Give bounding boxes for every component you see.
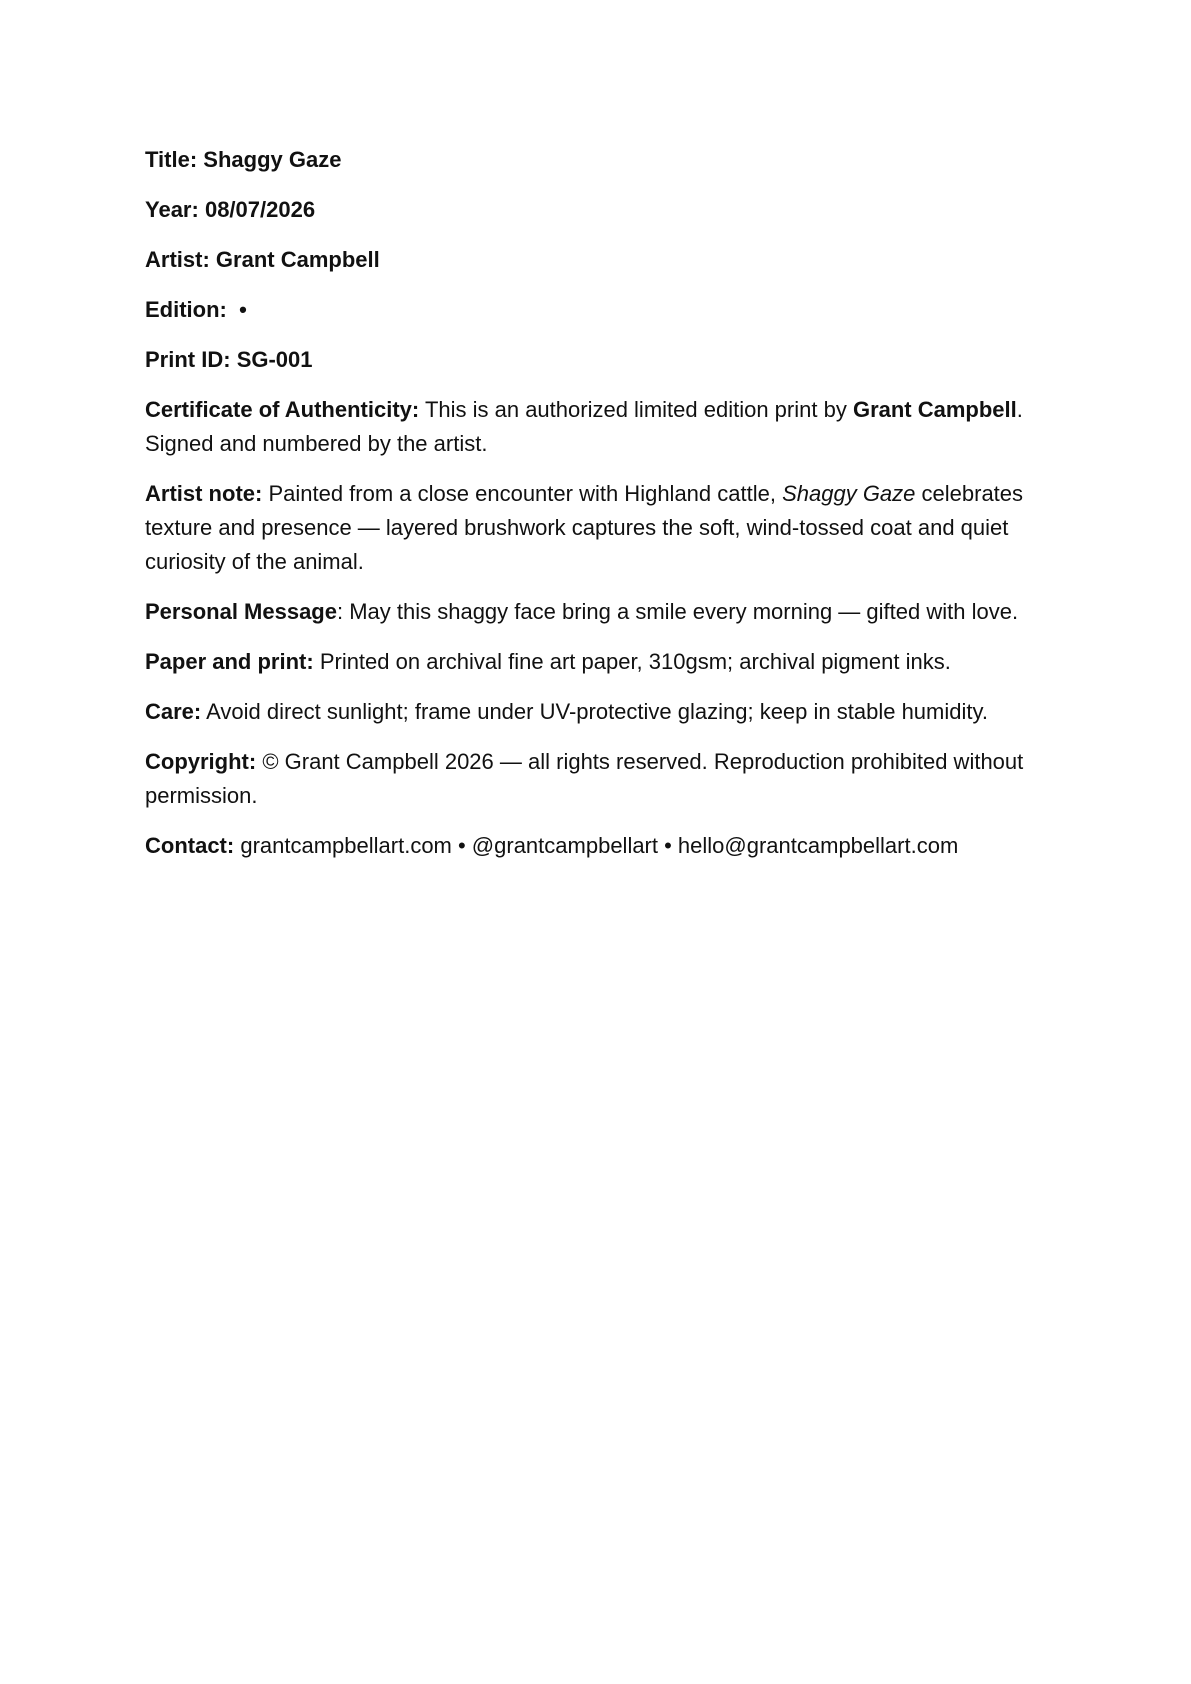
contact-label: Contact:: [145, 833, 235, 858]
paper-and-print-paragraph: [145, 645, 1065, 679]
title-label: Title:: [145, 147, 198, 172]
artist-label: Artist:: [145, 247, 210, 272]
artist-note-label: Artist note:: [145, 481, 263, 506]
artist-note-text-before: Painted from a close encounter with Highland cattle,: [268, 481, 776, 506]
title-value: Shaggy Gaze: [203, 147, 342, 172]
artist-line: [145, 243, 1065, 277]
print-id-line: [145, 343, 1065, 377]
personal-message-label: Personal Message: [145, 599, 337, 624]
year-line: [145, 193, 1065, 227]
care-text: Avoid direct sunlight; frame under UV-protective glazing; keep in stable humidity.: [206, 699, 988, 724]
artist-note-artwork-title: Shaggy Gaze: [782, 481, 916, 506]
year-label: Year:: [145, 197, 199, 222]
document-content: [145, 143, 1065, 879]
copyright-paragraph: [145, 745, 1065, 813]
paper-and-print-label: Paper and print:: [145, 649, 314, 674]
certificate-label: Certificate of Authenticity:: [145, 397, 420, 422]
print-id-value: SG-001: [236, 347, 313, 372]
personal-message-paragraph: [145, 595, 1065, 629]
print-id-label: Print ID:: [145, 347, 231, 372]
copyright-label: Copyright:: [145, 749, 257, 774]
contact-text: grantcampbellart.com • @grantcampbellart • hello@grantcampbellart.com: [240, 833, 959, 858]
artist-note-text-after: celebrates texture and presence — layered brushwork captures the soft, wind-tossed coat and quiet curiosity of the animal.: [145, 481, 1024, 574]
artist-value: Grant Campbell: [215, 247, 380, 272]
title-line: [145, 143, 1065, 177]
year-value: 08/07/2026: [204, 197, 316, 222]
care-paragraph: [145, 695, 1065, 729]
edition-bullet: •: [239, 297, 247, 322]
certificate-text-before: This is an authorized limited edition print by: [424, 397, 847, 422]
paper-and-print-text: Printed on archival fine art paper, 310gsm; archival pigment inks.: [319, 649, 951, 674]
edition-label: Edition:: [145, 297, 227, 322]
certificate-artist-name: Grant Campbell: [852, 397, 1017, 422]
certificate-paragraph: [145, 393, 1065, 461]
artist-note-paragraph: [145, 477, 1065, 579]
contact-paragraph: [145, 829, 1065, 863]
edition-line: [145, 293, 1065, 327]
copyright-text: © Grant Campbell 2026 — all rights reserved. Reproduction prohibited without permission.: [145, 749, 1024, 808]
care-label: Care:: [145, 699, 202, 724]
personal-message-text: : May this shaggy face bring a smile every morning — gifted with love.: [336, 599, 1019, 624]
certificate-text-after: . Signed and numbered by the artist.: [145, 397, 1023, 456]
